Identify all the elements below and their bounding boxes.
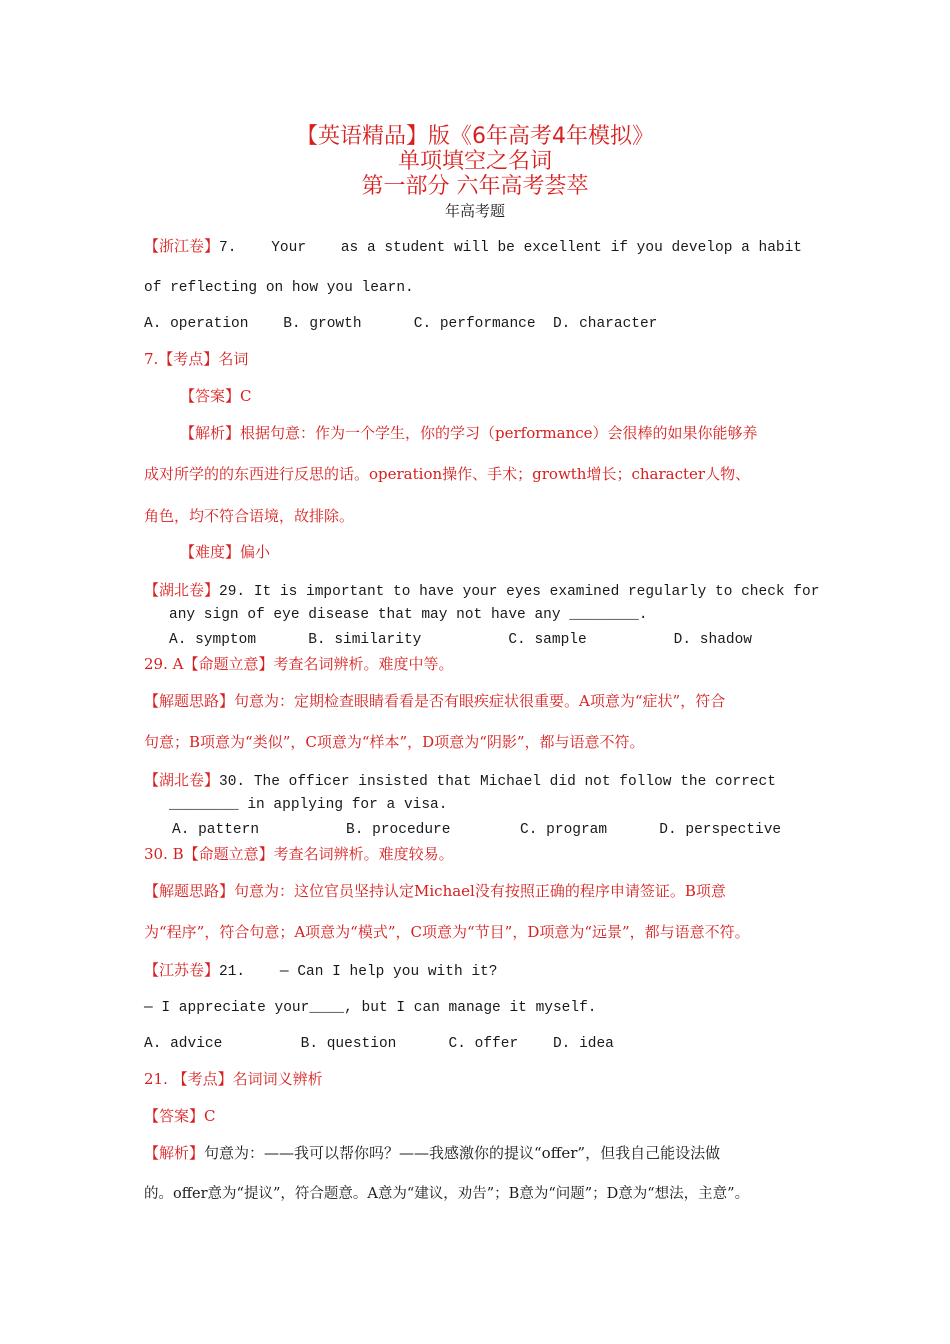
q4-point: 21. 【考点】名词词义辨析 <box>144 1070 323 1088</box>
q1-point <box>144 349 248 369</box>
q1-stem-line2: of reflecting on how you learn. <box>144 280 414 296</box>
q3-idea-a: 句意为：这位官员坚持认定Michael没有按照正确的程序申请签证。B项意 <box>234 882 726 900</box>
doc-title: 【英语精品】版《6年高考4年模拟》 <box>296 124 654 149</box>
q1-difficulty <box>180 542 270 562</box>
q2-idea-a: 句意为：定期检查眼睛看看是否有眼疾症状很重要。A项意为“症状”，符合 <box>234 692 726 710</box>
doc-part-heading: 第一部分 六年高考荟萃 <box>361 174 589 199</box>
q1-stem-a: 7. Your as a student will be excellent if you develop a habit <box>219 240 803 256</box>
q1-source: 【浙江卷】 <box>144 237 220 255</box>
q4-stem-line1 <box>144 960 497 982</box>
q3-idea-label: 【解题思路】 <box>144 882 235 900</box>
q4-analysis-label: 【解析】 <box>144 1144 205 1162</box>
q4-answer-label: 【答案】 <box>144 1107 205 1125</box>
q3-idea-line2: 为“程序”，符合句意；A项意为“模式”，C项意为“节目”，D项意为“远景”，都与语意不符。 <box>144 923 750 941</box>
q2-idea-label: 【解题思路】 <box>144 692 235 710</box>
q1-stem-line1 <box>144 236 802 258</box>
q4-stem-a: 21. — Can I help you with it? <box>219 964 498 980</box>
q1-analysis-a: 根据句意：作为一个学生，你的学习（performance）会很棒的如果你能够养 <box>240 424 758 442</box>
q1-analysis-line3: 角色，均不符合语境，故排除。 <box>144 507 355 525</box>
doc-section-heading: 年高考题 <box>444 202 505 220</box>
q4-analysis-line2: 的。offer意为“提议”，符合题意。A意为“建议，劝告”；B意为“问题”；D意为“想法，主意”。 <box>144 1186 750 1202</box>
q2-source: 【湖北卷】 <box>144 581 220 599</box>
q3-idea-line1 <box>144 881 726 901</box>
q3-stem-line2: ________ in applying for a visa. <box>169 797 448 813</box>
q2-idea-line1 <box>144 691 725 711</box>
q1-difficulty-label: 【难度】 <box>180 543 241 561</box>
q1-answer <box>180 386 252 406</box>
q1-analysis-line1 <box>180 423 758 443</box>
q3-intent: 30. B【命题立意】考查名词辨析。难度较易。 <box>144 845 454 863</box>
q3-options: A. pattern B. procedure C. program D. perspective <box>172 822 782 838</box>
q1-answer-text: C <box>240 387 252 405</box>
q1-options: A. operation B. growth C. performance D. character <box>144 316 658 332</box>
q2-stem-line2: any sign of eye disease that may not have any ________. <box>169 607 648 623</box>
q4-analysis-line1 <box>144 1143 720 1163</box>
q2-stem-a: 29. It is important to have your eyes examined regularly to check for <box>219 584 820 600</box>
q2-options: A. symptom B. similarity C. sample D. shadow <box>169 632 752 648</box>
q4-source: 【江苏卷】 <box>144 961 220 979</box>
doc-subject: 单项填空之名词 <box>397 149 552 174</box>
q1-point-text: 名词 <box>218 350 249 368</box>
q1-analysis-line2: 成对所学的的东西进行反思的话。operation操作、手术；growth增长；character人物、 <box>144 465 751 483</box>
q4-analysis-a: 句意为：——我可以帮你吗？——我感激你的提议“offer”，但我自己能设法做 <box>204 1144 721 1162</box>
q2-idea-line2: 句意；B项意为“类似”，C项意为“样本”，D项意为“阴影”，都与语意不符。 <box>144 733 645 751</box>
q1-difficulty-text: 偏小 <box>240 543 271 561</box>
q2-stem-line1 <box>144 580 819 602</box>
q3-stem-a: 30. The officer insisted that Michael did not follow the correct <box>219 774 776 790</box>
q4-options: A. advice B. question C. offer D. idea <box>144 1036 614 1052</box>
q1-answer-label: 【答案】 <box>180 387 241 405</box>
q1-analysis-label: 【解析】 <box>180 424 241 442</box>
q4-stem-line2: — I appreciate your____, but I can manage it myself. <box>144 1000 597 1016</box>
q4-answer <box>144 1106 216 1126</box>
q2-intent: 29. A【命题立意】考查名词辨析。难度中等。 <box>144 655 454 673</box>
q3-stem-line1 <box>144 770 776 792</box>
q3-source: 【湖北卷】 <box>144 771 220 789</box>
q1-point-label: 7.【考点】 <box>144 350 219 368</box>
q4-answer-text: C <box>204 1107 216 1125</box>
